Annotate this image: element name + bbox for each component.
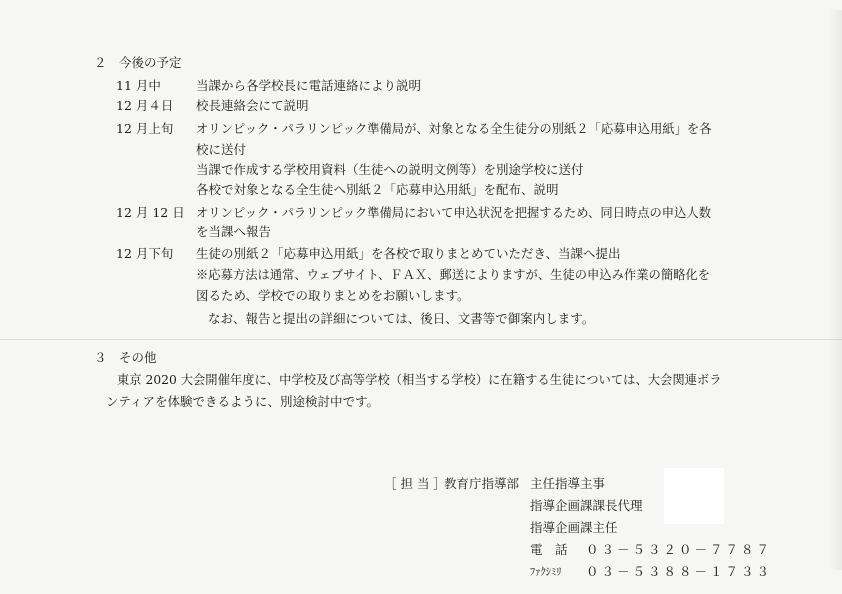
- redaction-patch: [664, 468, 724, 524]
- schedule-text: 校に送付: [196, 142, 247, 157]
- schedule-text: 当課で作成する学校用資料（生徒への説明文例等）を別途学校に送付: [196, 162, 584, 177]
- schedule-note: なお、報告と提出の詳細については、後日、文書等で御案内します。: [208, 311, 595, 326]
- section3-text: ンティアを体験できるように、別途検討中です。: [106, 394, 380, 409]
- schedule-date: 12 月上旬: [116, 121, 174, 136]
- fax-number: ０３－５３８８－１７３３: [586, 564, 773, 579]
- schedule-text: 生徒の別紙２「応募申込用紙」を各校で取りまとめていただき、当課へ提出: [196, 246, 621, 261]
- schedule-text: 図るため、学校での取りまとめをお願いします。: [196, 288, 470, 303]
- schedule-date: 12 月４日: [116, 98, 174, 113]
- schedule-text: を当課へ報告: [196, 224, 272, 239]
- schedule-text: 各校で対象となる全生徒へ別紙２「応募申込用紙」を配布、説明: [196, 182, 559, 197]
- schedule-date: 12 月 12 日: [116, 205, 185, 220]
- section3-text: 東京 2020 大会開催年度に、中学校及び高等学校（相当する学校）に在籍する生徒については、大会関連ボラ: [117, 373, 722, 387]
- contact-department: 教育庁指導部: [444, 476, 520, 491]
- schedule-text: オリンピック・パラリンピック準備局が、対象となる全生徒分の別紙２「応募申込用紙」を各: [196, 122, 712, 136]
- fax-label: ﾌｧｸｼﾐﾘ: [530, 566, 562, 578]
- schedule-text: 校長連絡会にて説明: [196, 98, 309, 113]
- contact-label: ［ 担 当 ］: [384, 476, 446, 491]
- contact-title: 指導企画課課長代理: [530, 498, 643, 513]
- contact-title: 指導企画課主任: [530, 520, 618, 535]
- section2-heading: ２ 今後の予定: [94, 55, 182, 70]
- schedule-text: 当課から各学校長に電話連絡により説明: [196, 78, 422, 93]
- scan-edge-shadow: [828, 10, 842, 570]
- schedule-text: オリンピック・パラリンピック準備局において申込状況を把握するため、同日時点の申込人数: [196, 206, 711, 220]
- section3-heading: ３ その他: [94, 350, 157, 365]
- schedule-text: ※応募方法は通常、ウェブサイト、ＦＡＸ、郵送によりますが、生徒の申込み作業の簡略化を: [196, 268, 711, 282]
- paper-fold-line: [0, 339, 842, 340]
- schedule-date: 11 月中: [116, 78, 161, 93]
- schedule-date: 12 月下旬: [116, 246, 174, 261]
- contact-title: 主任指導主事: [530, 476, 606, 491]
- phone-label: 電 話: [530, 542, 568, 557]
- phone-number: ０３－５３２０－７７８７: [586, 542, 773, 557]
